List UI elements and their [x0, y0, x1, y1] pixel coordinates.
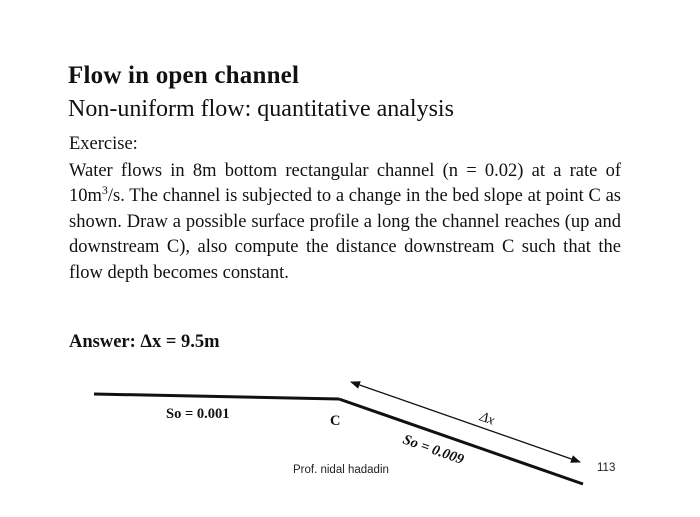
delta-x-dimension-arrow — [351, 382, 580, 462]
footer-author: Prof. nidal hadadin — [293, 464, 389, 476]
exercise-label: Exercise: — [69, 134, 138, 154]
answer-text: Answer: Δx = 9.5m — [69, 332, 220, 352]
slide-subtitle: Non-uniform flow: quantitative analysis — [68, 96, 454, 122]
point-c-label: C — [330, 413, 341, 429]
upstream-channel-bed — [94, 394, 339, 399]
upstream-slope-label: So = 0.001 — [166, 406, 230, 422]
exercise-text-part2: /s. The channel is subjected to a change in the bed slope at point C as shown. Draw a possible surface profile a long the channel reaches (up and downstream C), also compute the distance downstream C such that the flow depth becomes constant. — [69, 186, 621, 283]
slide-title: Flow in open channel — [68, 62, 300, 89]
downstream-slope-label: So = 0.009 — [400, 431, 466, 468]
exercise-text-part1: Water flows in 8m bottom rectangular channel (n = 0.02) at a rate of 10m — [69, 161, 621, 207]
delta-x-label: Δx — [477, 409, 497, 429]
exercise-text-superscript: 3 — [101, 183, 108, 198]
page-number: 113 — [597, 462, 616, 474]
